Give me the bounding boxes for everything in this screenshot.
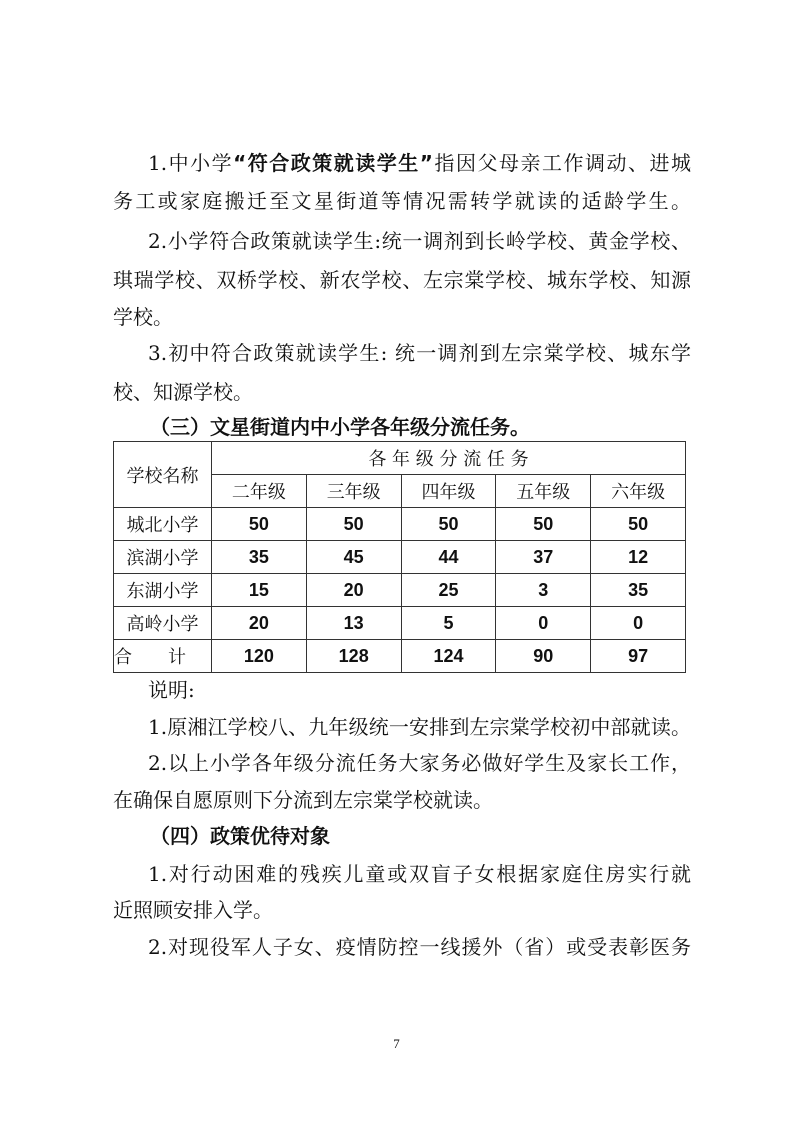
cell-value: 25: [401, 574, 496, 607]
school-name: 合 计: [114, 640, 212, 673]
cell-value: 5: [401, 607, 496, 640]
school-name: 东湖小学: [114, 574, 212, 607]
header-school-name: 学校名称: [114, 442, 212, 508]
paragraph-line: 务工或家庭搬迁至文星街道等情况需转学就读的适龄学生。: [113, 189, 691, 213]
cell-value: 35: [591, 574, 686, 607]
cell-value: 45: [306, 541, 401, 574]
paragraph-line: 1.原湘江学校八、九年级统一安排到左宗棠学校初中部就读。: [148, 715, 691, 739]
paragraph-line: 近照顾安排入学。: [113, 898, 273, 922]
cell-value: 12: [591, 541, 686, 574]
cell-value: 50: [306, 508, 401, 541]
cell-value: 3: [496, 574, 591, 607]
table-row: [114, 607, 686, 640]
cell-value: 15: [212, 574, 307, 607]
paragraph-line: 2.对现役军人子女、疫情防控一线援外（省）或受表彰医务: [148, 935, 691, 959]
section-heading: （三）文星街道内中小学各年级分流任务。: [150, 415, 530, 439]
paragraph-line: 2.小学符合政策就读学生:统一调剂到长岭学校、黄金学校、: [148, 229, 691, 253]
table-row: [114, 574, 686, 607]
school-name: 城北小学: [114, 508, 212, 541]
header-grade: 四年级: [401, 475, 496, 508]
table-row: [114, 640, 686, 673]
header-group: 各 年 级 分 流 任 务: [212, 442, 686, 475]
paragraph-line: 在确保自愿原则下分流到左宗棠学校就读。: [113, 788, 493, 812]
table-row: [114, 541, 686, 574]
note-label: 说明:: [148, 678, 195, 702]
paragraph-line: 2.以上小学各年级分流任务大家务必做好学生及家长工作，: [148, 751, 691, 775]
cell-value: 0: [591, 607, 686, 640]
cell-value: 50: [212, 508, 307, 541]
cell-value: 124: [401, 640, 496, 673]
paragraph-line: 校、知源学校。: [113, 380, 253, 404]
paragraph-line: 1.中小学“符合政策就读学生”指因父母亲工作调动、进城: [148, 151, 692, 175]
paragraph-line: 3.初中符合政策就读学生: 统一调剂到左宗棠学校、城东学: [148, 341, 691, 365]
paragraph-line: 学校。: [113, 305, 173, 329]
header-grade: 三年级: [306, 475, 401, 508]
cell-value: 0: [496, 607, 591, 640]
school-name: 高岭小学: [114, 607, 212, 640]
paragraph-line: 琪瑞学校、双桥学校、新农学校、左宗棠学校、城东学校、知源: [113, 268, 691, 292]
cell-value: 120: [212, 640, 307, 673]
cell-value: 50: [496, 508, 591, 541]
cell-value: 128: [306, 640, 401, 673]
cell-value: 50: [401, 508, 496, 541]
paragraph-line: 1.对行动困难的残疾儿童或双盲子女根据家庭住房实行就: [148, 862, 691, 886]
cell-value: 97: [591, 640, 686, 673]
cell-value: 20: [306, 574, 401, 607]
section-heading: （四）政策优待对象: [150, 824, 330, 848]
school-name: 滨湖小学: [114, 541, 212, 574]
cell-value: 90: [496, 640, 591, 673]
header-grade: 二年级: [212, 475, 307, 508]
diversion-table: [113, 441, 686, 673]
header-grade: 五年级: [496, 475, 591, 508]
cell-value: 50: [591, 508, 686, 541]
page-number: 7: [393, 1036, 400, 1051]
cell-value: 13: [306, 607, 401, 640]
cell-value: 44: [401, 541, 496, 574]
header-grade: 六年级: [591, 475, 686, 508]
cell-value: 35: [212, 541, 307, 574]
cell-value: 20: [212, 607, 307, 640]
cell-value: 37: [496, 541, 591, 574]
table-row: [114, 508, 686, 541]
